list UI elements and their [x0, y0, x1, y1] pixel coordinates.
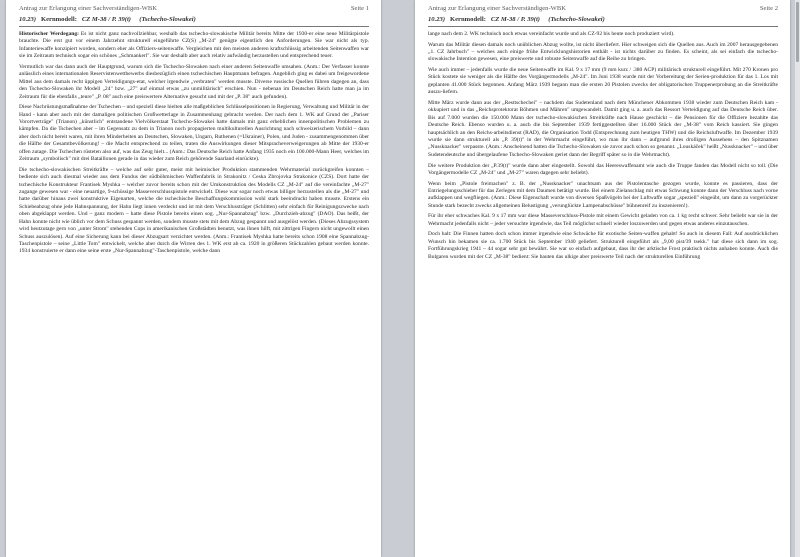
subtitle-note: (Tschecho-Slowakei)	[548, 16, 605, 23]
document-page-2	[415, 0, 790, 557]
subtitle-kern-label: Kernmodell:	[450, 16, 486, 23]
paragraph: Wie auch immer – jedenfalls wurde die neue Seitenwaffe im Kal. 9 x 17 mm (9 mm kurz / .380 ACP) militärisch strukturell eingeführt. Mit 270 Kronen pro Stück kostete sie weniger als die Hälfte des Vorgängermodells „M-24". Im Juni 1938 wurde mit der Vorbereitung der Serien-produktion für das 1. Los mit geplanten 41.000 Stück begonnen. Anfang März 1939 begann man die ersten 20 Pistolen zwecks der obligatorischen Truppenerprobung an die Streitkräfte auszu-liefern.	[428, 67, 778, 96]
section-heading: Historischer Werdegang:	[19, 31, 79, 37]
header-title: Antrag zur Erlangung einer Sachverständigen-WBK	[428, 5, 567, 12]
page-header	[19, 5, 369, 12]
paragraph: Doch halt: Die Finnen hatten doch schon immer irgendwie eine Schwäche für exotische Seiten-waffen gehabt! So auch in diesem Fall: Auf ausdrücklichen Wunsch hin bekamen sie ca. 1.700 Stück bis September 1940 geliefert. Strukturell eingeführt als „9,00 pist/39 tsekk." hat diese sich dann im sog. Fortführungskrieg 1941 – 44 sogar sehr gut bewährt. Sie war so einfach aufgebaut, dass ihr der arktische Frost praktisch nichts anhaben konnte. Auch die Bulgaren wurden mit der CZ „M-38" bedient: Sie bauten das ulkige aber preiswerte Teil nach der strukturellen Einführung	[428, 231, 778, 260]
header-rule	[19, 26, 369, 27]
paragraph: Wenn beim „Pistole freimachen" z. B. der „Nussknacker" unachtsam aus der Pistolentasche gezogen wurde, konnte es passieren, dass der Entriegelungsschieber für das Zerlegen mit dem Daumen betätigt wurde. Bei einem Zielanschlag mit etwas Schwung konnte dann der Verschluss nach vorne aufklappen und wegfliegen. (Anm.: Diese Eigenschaft wurde von diversen Spaßvögeln bei der Luftwaffe sogar „speziell" eingeübt, um dann zu vorgerückter Stunde stark bezecht zwecks allgemeinen Belustigung „verunglückte Lampenabschüsse" bühnenreif zu inszenieren!).	[428, 180, 778, 209]
page-header	[428, 5, 778, 12]
vertical-scrollbar[interactable]	[795, 0, 800, 557]
paragraph: lange nach dem 2. WK technisch noch etwas vereinfacht wurde und als CZ-92 bis heute noch produziert wird).	[428, 31, 675, 37]
paragraph: Für ihr eher schwaches Kal. 9 x 17 mm war diese Masseverschluss-Pistole mit einem Gewicht geladen von ca. 1 kg recht schwer. Sehr beliebt war sie in der Wehrmacht jedenfalls nicht – jeder versuchte irgendwie, das Teil möglichst schnell wieder loszuwerden und gegen etwas anderes einzutauschen.	[428, 213, 778, 227]
paragraph-text: Es ist nicht ganz nachvollziehbar, weshalb das tschecho-slowakische Militär bereits Mitte der 1930-er eine neue Militärpistole brauchte. Die erst gut vor einem Jahrzehnt strukturell eingeführte CZ(S) „M-24" genügte eigentlich den Anforderungen. Sie war nicht als typ. Infanteriewaffe konzipiert worden, sondern eher als Offiziers-seitenwaffe. Vergleichen mit den meisten anderen kraftschlüssig arbeitenden Seitenwaffen war sie im Zeitraum technisch sogar ein schönes „Schmankerl". Sie war deshalb aber auch relativ aufwändig herzustellen und entsprechend teuer.	[19, 31, 369, 60]
page-number: Seite 1	[350, 5, 369, 12]
subtitle-number: 10.23)	[19, 16, 37, 23]
paragraph	[19, 31, 369, 61]
model-subtitle	[428, 16, 605, 23]
paragraph: Die weitere Produktion der „P.39(t)" wurde dann aber eingestellt. Sowohl das Heereswaffenamt wie auch die Truppe fanden das Modell nicht so toll. (Die Vorgängermodelle CZ „M-24" und „M-27" waren dagegen sehr beliebt).	[428, 162, 778, 176]
paragraph: Vermutlich war das dann auch der Hauptgrund, warum sich die Tschecho-Slowaken nach einer anderen Seitenwaffe umsahen. (Anm.: Der Verfasser konnte anlässlich eines internationalen Reservistenwettbewerbs diesbezüglich einen tschechischen Hauptmann befragen. Angeblich ging es dabei um freigewordene Mittel aus dem damals recht üppigen Verteidigungs-etat, welcher irgendwie „verbraten" werden musste. Diverse russische Quellen führen dagegen an, dass den Tschecho-Slowaken ihr Modell „24" bzw. „27" auf einmal etwas „zu unmilitärisch" erschien. Nun - nebenan im Deutschen Reich hatte man ja im Zeitraum für die ebenfalls „teure" „P. 08" auch eine preiswertere Alternative gesucht und mit der „P. 38" auch gefunden).	[19, 63, 369, 100]
paragraph: Warum das Militär diesen damals noch unüblichen Abzug wollte, ist nicht überliefert. Hier schweigen sich die Quellen aus. Auch im 2007 herausgegebenen „1. CZ Jahrbuch" – welches auch einige frühe Entwicklungshistorien enthält - ist nichts darüber zu finden. Es scheint, als sei einfach die tschecho-slowakische Intention gewesen, eine preiswerte und robuste Seitenwaffe auf die Reihe zu bringen.	[428, 41, 778, 63]
document-page-1	[6, 0, 381, 557]
header-title: Antrag zur Erlangung einer Sachverständigen-WBK	[19, 5, 158, 12]
subtitle-model: CZ M-38 / P. 39(t)	[490, 16, 541, 23]
paragraph: Diese Nachrüstungsmaßnahme der Tschechen – und speziell diese hielten alle maßgeblichen Schlüsselpositionen in Regierung, Verwaltung und Militär in der Hand - kann aber auch mit der damaligen politischen Großwetterlage in Zusammenhang gebracht werden. Der nach dem 1. WK auf Grund der „Pariser Vorortverträge" (Trianon) „künstlich" entstandene Vielvölkerstaat Tschecho-Slowakei hatte damals mit ganz erheblichen innenpolitischen Problemen zu kämpfen. Da die Tschechen aber – im Gegensatz zu dem in Trianon noch propagierten multikulturellen Ausrichtung nach schweizerischem Vorbild – dann aber doch nicht bereit waren, mit ihren Minderheiten an Deutschen, Slowaken, Ungarn, Ruthenen (=Ukrainer), Polen, und Juden - zusammengenommen über die Hälfte der Gesamtbevölkerung! – die Macht entsprechend zu teilen, traten die Auswirkungen dieser Mitspracheverweigerungen ab Mitte der 1930-er offen zutage. Die Tschechen rüsteten also auf, was das Zeug hielt... (Anm.: Das Deutsche Reich hatte Anfang 1935 noch ein 100.000-Mann Heer, welches im Zeitraum „symbolisch" mit drei Bataillonen gerade in das wieder zum Reich gehörende Saarland einrückte).	[19, 104, 369, 163]
model-subtitle	[19, 16, 196, 23]
paragraph: Mitte März wurde dann aus der „Resttschechei" – nachdem das Sudetenland nach dem Münchener Abkommen 1938 wieder zum Deutschen Reich kam - okkupiert und in das „Reichsprotektorat Böhmen und Mähren" umgewandelt. Damit ging u. a. auch das Ressort Verteidigung auf das Deutsche Reich über. Bis auf 7.000 wurden die 150.000 Mann der tschecho-slowakischen Streitkräfte nach Hause geschickt – die Pensionen für die Offiziere bezahlte das Deutsche Reich. Ebenso wurden u. a. auch die bis September 1939 fertiggestellten über 16.000 Stück der „M-38" vom Reich kassiert. Sie gingen hauptsächlich an den Reichs-arbeitsdienst (RAD), die Organisation Todd (Entsprechnung zum heutigen THW) und die Reichsluftwaffe. Im Dezember 1939 wurde sie dann strukturell als „P. 39(t)" in der Wehrmacht eingeführt, wo man ihr dann – aufgrund ihres drolligen Aussehens – den Spitznamen „Nussknacker" verpasste. (Anm.: Anscheinend hatten die Tschecho-Slowaken sie zuvor auch schon so genannt. „Louskáček" heißt „Nussknacker" – und über Sudetendeutsche und übergelaufene Tschecho-Slowaken geriet dann der Begriff später so in die Wehrmacht).	[428, 99, 778, 158]
paragraph: Die tschecho-slowakischen Streitkräfte – welche auf sehr guter, meist mit heimischer Produktion stammenden Wehrmaterial zurückgreifen konnten – bediente sich auch diesmal wieder aus dem Fundus der südböhmischen Waffenfabrik in Strakonitz / Ceska Zbrojovka Strakonice (CZS). Dort hatte der tschechische Konstrukteur Frantisek Myshka – welcher zuvor bereits schon mit der Umkonstruktion des Modells CZ „M-24" auf die vereinfachte „M-27" zugange gewesen war - eine neuartige, 9-schüssige Masseverschlusspistole entwickelt. Diese war sogar noch etwas billiger herzustellen als die „M-27" und hatte darüber hinaus zwei konstruktive Eigenarten, welche die tschechische Beschaffungskommission wohl stark beeindruckt haben musste. Erstens ein Schiebeabzug ohne jede Hahnspannung, der Hahn liegt innen verdeckt und ist mit dem Verschlussträger (Schlitten) sehr einfach für Reinigungszwecke nach oben abgeklappt werden. Und – ganz modern – hatte diese Pistole bereits einen sog. „Nur-Spannabzug" bzw. „Durchzieh-abzug" (DAO). Das heißt, der Hahn konnte nicht wie üblich vor dem Schuss gespannt werden, sondern musste stets mit dem Abzug gespannt und ausgelöst werden. (Dieses Abzugssystem wird heutzutage gern von „unter Strom" stehenden Cops in amerikanischen Großstädten benutzt, was ihnen hilft, mit zittrigen Fingern nicht ungewollt einen Schuss auszulösen). Auf eine Sicherung kann bei dieser Abzugsart verzichtet werden. (Anm.: Frantisek Myshka hatte bereits schon 1908 eine Spannabzug-Taschenpistole – seine „Little Tom" entwickelt, welche aber durch die Wirren des 1. WK erst ab ca. 1920 in größeren Stückzahlen gebaut werden konnte. 1934 konstruierte er dann eine seine erste „Nur-Spannabzug"-Taschenpistole, welche dann	[19, 166, 369, 255]
scrollbar-thumb[interactable]	[796, 2, 799, 62]
page-body	[428, 31, 778, 553]
header-rule	[428, 26, 778, 27]
page-body	[19, 31, 369, 553]
subtitle-note: (Tschecho-Slowakei)	[139, 16, 196, 23]
subtitle-kern-label: Kernmodell:	[41, 16, 77, 23]
page-number: Seite 2	[759, 5, 778, 12]
subtitle-model: CZ M-38 / P. 39(t)	[81, 16, 132, 23]
subtitle-number: 10.23)	[428, 16, 446, 23]
